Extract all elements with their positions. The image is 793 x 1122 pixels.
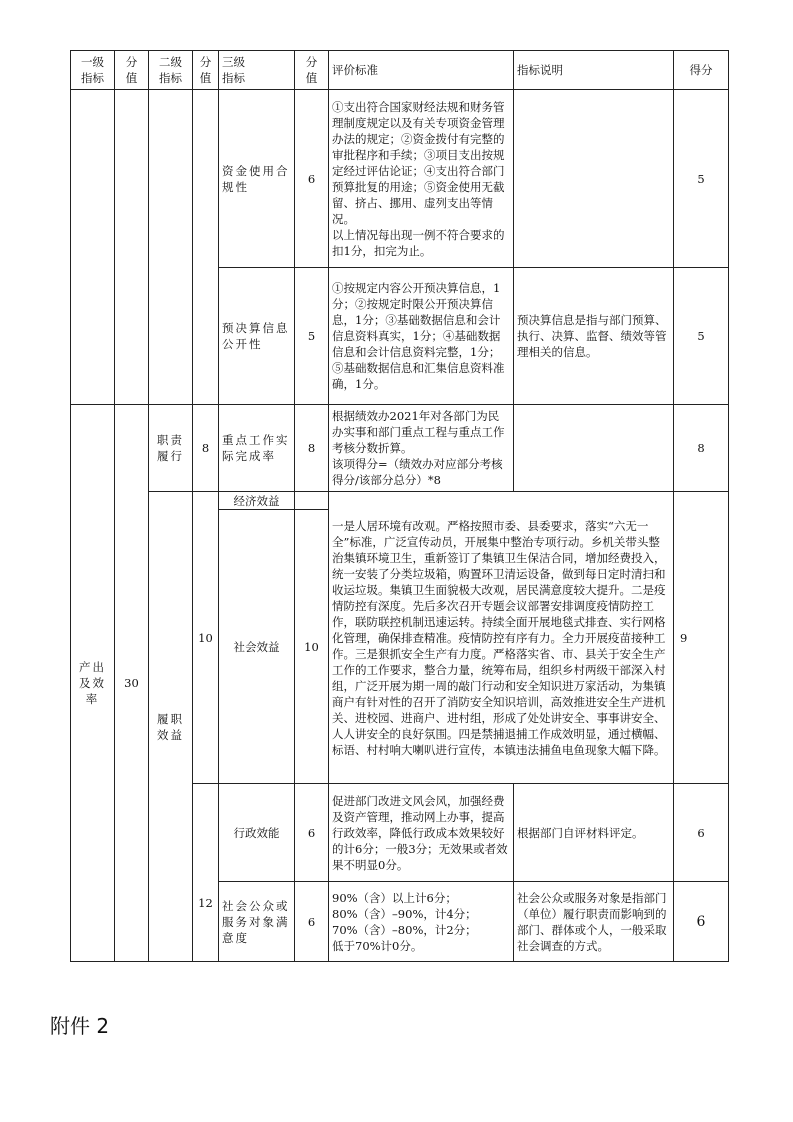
criteria-satisfaction-line-1: 90%（含）以上计6分；: [332, 890, 457, 905]
header-w3-text: 分 值: [305, 55, 318, 85]
score-admin: 6: [674, 784, 729, 882]
header-l3-text: 三级 指标: [222, 55, 245, 85]
header-score: [674, 51, 729, 90]
header-row: [71, 51, 729, 90]
l3-satisfaction: 社会公众或服务对象满意度: [219, 882, 295, 962]
criteria-social: 一是人居环境有改观。严格按照市委、县委要求，落实“六无一全”标准，广泛宣传动员，开展集中整治专项行动。乡机关带头整治集镇环境卫生，重新签订了集镇卫生保洁合同，增加经费投入，统一安装了分类垃圾箱，购置环卫清运设备，做到每日定时清扫和收运垃圾。集镇卫生面貌极大改观，居民满意度较大提升。二是疫情防控有深度。先后多次召开专题会议部署安排调度疫情防控工作，联防联控机制迅速运转。持续全面开展地毯式排查、实行网格化管理，确保排查精准。疫情防控有序有力。全力开展疫苗接种工作。三是狠抓安全生产有力度。严格落实省、市、县关于安全生产工作的工作要求，整合力量，统筹布局，组织乡村两级干部深入村组，广泛开展为期一周的敲门行动和安全知识进万家活动，为集镇商户有针对性的召开了消防安全知识培训，高效推进安全生产进机关、进校园、进商户、进村组，形成了处处讲安全、事事讲安全、人人讲安全的良好氛围。四是禁捕退捕工作成效明显，通过横幅、标语、村村响大喇叭进行宣传，本镇违法捕鱼电鱼现象大幅下降。: [329, 492, 674, 784]
l3-compliance: 资金使用合规性: [219, 90, 295, 268]
header-w2: [193, 51, 219, 90]
l3-admin: 行政效能: [219, 784, 295, 882]
evaluation-table: [70, 50, 729, 962]
header-l2-text: 二级 指标: [159, 55, 182, 85]
row-economic: [71, 492, 729, 510]
header-criteria-text: 评价标准: [332, 63, 378, 77]
score-compliance: 5: [674, 90, 729, 268]
criteria-compliance-deduction: 以上情况每出现一例不符合要求的扣1分，扣完为止。: [332, 227, 505, 258]
score-social: 9: [674, 492, 729, 784]
desc-disclosure: 预决算信息是指与部门预算、执行、决算、监督、绩效等管理相关的信息。: [514, 268, 674, 405]
header-w1: [115, 51, 149, 90]
criteria-duty: [329, 405, 514, 492]
cell-w1-continued: [115, 90, 149, 405]
header-criteria: [329, 51, 514, 90]
l2-benefit: 履职效益: [149, 492, 193, 962]
desc-compliance: [514, 90, 674, 268]
header-l2: [149, 51, 193, 90]
w3-satisfaction: 6: [295, 882, 329, 962]
desc-satisfaction: 社会公众或服务对象是指部门（单位）履行职责而影响到的部门、群体或个人，一般采取社会调查的方式。: [514, 882, 674, 962]
row-duty: [71, 405, 729, 492]
l3-social: 社会效益: [219, 510, 295, 784]
w2-duty: 8: [193, 405, 219, 492]
cell-w2-continued: [193, 90, 219, 405]
criteria-compliance-text: ①支出符合国家财经法规和财务管理制度规定以及有关专项资金管理办法的规定；②资金拨付有完整的审批程序和手续；③项目支出按规定经过评估论证；④支出符合部门预算批复的用途；⑤资金使用无截留、挤占、挪用、虚列支出等情况。: [332, 99, 505, 226]
header-w2-text: 分 值: [199, 55, 212, 85]
w3-duty: 8: [295, 405, 329, 492]
w3-compliance: 6: [295, 90, 329, 268]
w1-output: 30: [115, 405, 149, 962]
w3-disclosure: 5: [295, 268, 329, 405]
header-desc-text: 指标说明: [517, 63, 563, 77]
cell-l2-continued: [149, 90, 193, 405]
desc-duty: [514, 405, 674, 492]
criteria-satisfaction-line-4: 低于70%计0分。: [332, 938, 423, 953]
w3-admin: 6: [295, 784, 329, 882]
w2-benefit-b: 12: [193, 784, 219, 962]
header-desc: [514, 51, 674, 90]
criteria-compliance: [329, 90, 514, 268]
header-l1: [71, 51, 115, 90]
row-compliance: [71, 90, 729, 268]
header-score-text: 得分: [689, 63, 713, 77]
l2-duty: 职责履行: [149, 405, 193, 492]
score-satisfaction: 6: [674, 882, 729, 962]
annex-label: 附件 2: [50, 1014, 110, 1038]
header-l1-text: 一级 指标: [81, 55, 104, 85]
w3-economic: [295, 492, 329, 510]
criteria-duty-formula: 该项得分=（绩效办对应部分考核得分/该部分总分）*8: [332, 457, 503, 487]
cell-l1-continued: [71, 90, 115, 405]
criteria-duty-text: 根据绩效办2021年对各部门为民办实事和部门重点工程与重点工作考核分数折算。: [332, 409, 505, 455]
header-w3: [295, 51, 329, 90]
l3-disclosure: 预决算信息公开性: [219, 268, 295, 405]
l3-economic: 经济效益: [219, 492, 295, 510]
header-l3: [219, 51, 295, 90]
criteria-disclosure: ①按规定内容公开预决算信息，1分；②按规定时限公开预决算信息，1分；③基础数据信息和会计信息资料真实，1分；④基础数据信息和会计信息资料完整，1分；⑤基础数据信息和汇集信息资料准确，1分。: [329, 268, 514, 405]
header-w1-text: 分 值: [125, 55, 138, 85]
l3-duty: 重点工作实际完成率: [219, 405, 295, 492]
desc-admin: 根据部门自评材料评定。: [514, 784, 674, 882]
criteria-satisfaction-line-3: 70%（含）–80%，计2分；: [332, 922, 477, 937]
l1-output: 产出及效率: [71, 405, 115, 962]
criteria-satisfaction-line-2: 80%（含）–90%，计4分；: [332, 906, 477, 921]
score-duty: 8: [674, 405, 729, 492]
w2-benefit-a: 10: [193, 492, 219, 784]
criteria-satisfaction: [329, 882, 514, 962]
score-disclosure: 5: [674, 268, 729, 405]
criteria-admin: 促进部门改进文风会风，加强经费及资产管理，推动网上办事，提高行政效率，降低行政成本效果较好的计6分；一般3分；无效果或者效果不明显0分。: [329, 784, 514, 882]
w3-social: 10: [295, 510, 329, 784]
